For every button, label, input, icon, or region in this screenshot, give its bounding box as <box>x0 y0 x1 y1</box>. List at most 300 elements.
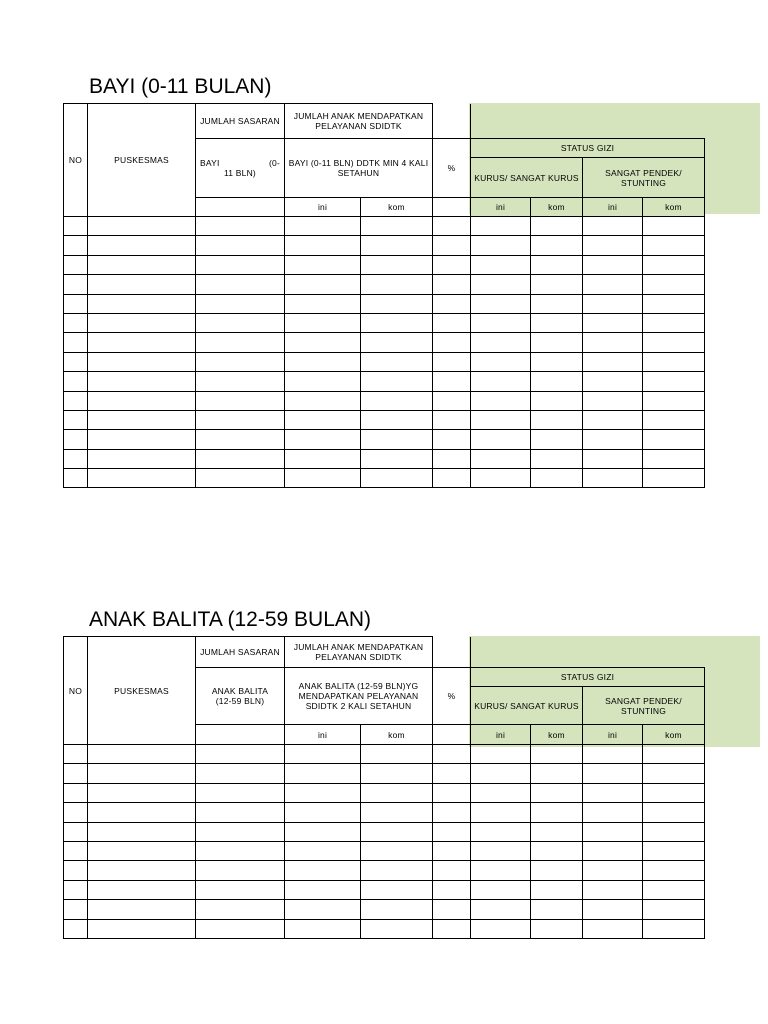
table-cell[interactable] <box>196 861 285 880</box>
table-cell[interactable] <box>433 449 471 468</box>
header-kom: kom <box>361 725 433 745</box>
table-cell[interactable] <box>88 313 196 332</box>
table-cell[interactable] <box>531 919 583 938</box>
table-cell[interactable] <box>361 745 433 764</box>
table-cell[interactable] <box>531 255 583 274</box>
header-jumlah-anak: JUMLAH ANAK MENDAPATKAN PELAYANAN SDIDTK <box>285 637 433 668</box>
table-cell[interactable] <box>643 372 705 391</box>
table-cell[interactable] <box>531 430 583 449</box>
table-cell[interactable] <box>285 880 361 899</box>
table-cell[interactable] <box>643 410 705 429</box>
table-cell[interactable] <box>531 372 583 391</box>
header-percent-blank <box>433 725 471 745</box>
table-cell[interactable] <box>196 294 285 313</box>
table-row <box>64 275 705 294</box>
table-cell[interactable] <box>471 236 531 255</box>
table-cell[interactable] <box>361 313 433 332</box>
table-cell[interactable] <box>471 449 531 468</box>
table-cell[interactable] <box>531 391 583 410</box>
header-no: NO <box>64 637 88 745</box>
table-cell[interactable] <box>285 313 361 332</box>
table-row <box>64 764 705 783</box>
table-row <box>64 822 705 841</box>
table-cell[interactable] <box>285 803 361 822</box>
table-cell[interactable] <box>196 391 285 410</box>
table-cell[interactable] <box>583 333 643 352</box>
table-cell[interactable] <box>88 217 196 236</box>
table-row <box>64 841 705 860</box>
data-table-bayi <box>63 103 705 488</box>
table-cell[interactable] <box>361 333 433 352</box>
table-cell[interactable] <box>88 236 196 255</box>
table-cell[interactable] <box>88 430 196 449</box>
table-cell[interactable] <box>361 919 433 938</box>
table-cell[interactable] <box>433 294 471 313</box>
table-cell[interactable] <box>64 861 88 880</box>
table-cell[interactable] <box>531 410 583 429</box>
table-cell[interactable] <box>471 469 531 488</box>
table-cell[interactable] <box>285 783 361 802</box>
table-cell[interactable] <box>471 352 531 371</box>
header-anak-sub: BAYI (0-11 BLN) DDTK MIN 4 KALI SETAHUN <box>285 139 433 198</box>
table-cell[interactable] <box>531 449 583 468</box>
table-cell[interactable] <box>643 275 705 294</box>
table-cell[interactable] <box>583 449 643 468</box>
table-cell[interactable] <box>64 745 88 764</box>
table-cell[interactable] <box>361 822 433 841</box>
table-cell[interactable] <box>471 822 531 841</box>
table-cell[interactable] <box>361 391 433 410</box>
table-cell[interactable] <box>471 333 531 352</box>
table-cell[interactable] <box>433 783 471 802</box>
table-cell[interactable] <box>285 919 361 938</box>
table-cell[interactable] <box>531 822 583 841</box>
table-cell[interactable] <box>64 900 88 919</box>
header-anak-sub: ANAK BALITA (12-59 BLN)YG MENDAPATKAN PELAYANAN SDIDTK 2 KALI SETAHUN <box>285 668 433 725</box>
table-cell[interactable] <box>643 841 705 860</box>
table-cell[interactable] <box>643 236 705 255</box>
table-cell[interactable] <box>583 745 643 764</box>
table-cell[interactable] <box>285 900 361 919</box>
sasaran-sub-b: (0- <box>269 158 280 168</box>
table-cell[interactable] <box>64 410 88 429</box>
header-status-gizi: STATUS GIZI <box>471 139 705 158</box>
table-cell[interactable] <box>583 430 643 449</box>
header-gizi-kom-1: kom <box>531 198 583 217</box>
table-row <box>64 430 705 449</box>
table-cell[interactable] <box>285 255 361 274</box>
table-cell[interactable] <box>643 861 705 880</box>
table-row <box>64 449 705 468</box>
table-cell[interactable] <box>196 841 285 860</box>
table-cell[interactable] <box>88 919 196 938</box>
table-cell[interactable] <box>196 333 285 352</box>
table-cell[interactable] <box>196 217 285 236</box>
table-cell[interactable] <box>196 469 285 488</box>
table-cell[interactable] <box>583 900 643 919</box>
table-cell[interactable] <box>88 880 196 899</box>
table-cell[interactable] <box>285 236 361 255</box>
table-cell[interactable] <box>433 919 471 938</box>
table-cell[interactable] <box>471 919 531 938</box>
table-cell[interactable] <box>471 861 531 880</box>
table-cell[interactable] <box>433 803 471 822</box>
table-cell[interactable] <box>88 861 196 880</box>
header-percent-blank <box>433 198 471 217</box>
table-cell[interactable] <box>285 841 361 860</box>
table-cell[interactable] <box>433 900 471 919</box>
table-cell[interactable] <box>285 430 361 449</box>
table-cell[interactable] <box>471 783 531 802</box>
header-no: NO <box>64 104 88 217</box>
table-cell[interactable] <box>361 275 433 294</box>
table-cell[interactable] <box>583 275 643 294</box>
sasaran-sub-c: 11 BLN) <box>224 168 256 178</box>
table-cell[interactable] <box>433 822 471 841</box>
table-cell[interactable] <box>64 313 88 332</box>
header-kurus: KURUS/ SANGAT KURUS <box>471 158 583 198</box>
table-cell[interactable] <box>64 783 88 802</box>
table-cell[interactable] <box>531 275 583 294</box>
sasaran-sub-c: (12-59 BLN) <box>215 696 265 706</box>
table-cell[interactable] <box>531 313 583 332</box>
table-cell[interactable] <box>196 275 285 294</box>
table-cell[interactable] <box>643 255 705 274</box>
table-cell[interactable] <box>196 764 285 783</box>
table-cell[interactable] <box>583 236 643 255</box>
table-cell[interactable] <box>531 764 583 783</box>
table-cell[interactable] <box>361 764 433 783</box>
header-percent: % <box>433 668 471 725</box>
table-cell[interactable] <box>64 255 88 274</box>
table-cell[interactable] <box>643 900 705 919</box>
table-cell[interactable] <box>196 255 285 274</box>
table-cell[interactable] <box>285 410 361 429</box>
table-cell[interactable] <box>583 880 643 899</box>
table-cell[interactable] <box>64 880 88 899</box>
table-cell[interactable] <box>583 822 643 841</box>
header-percent: % <box>433 139 471 198</box>
table-cell[interactable] <box>285 294 361 313</box>
table-cell[interactable] <box>433 236 471 255</box>
table-cell[interactable] <box>196 430 285 449</box>
table-cell[interactable] <box>196 449 285 468</box>
table-cell[interactable] <box>196 919 285 938</box>
header-green-blank <box>471 104 705 139</box>
header-gizi-ini-1: ini <box>471 198 531 217</box>
table-cell[interactable] <box>361 449 433 468</box>
header-puskesmas: PUSKESMAS <box>88 104 196 217</box>
table-cell[interactable] <box>643 449 705 468</box>
header-puskesmas: PUSKESMAS <box>88 637 196 745</box>
table-cell[interactable] <box>285 745 361 764</box>
table-cell[interactable] <box>196 822 285 841</box>
header-blank <box>433 104 471 139</box>
table-cell[interactable] <box>643 430 705 449</box>
table-cell[interactable] <box>361 352 433 371</box>
table-cell[interactable] <box>88 783 196 802</box>
table-cell[interactable] <box>285 333 361 352</box>
header-blank <box>433 637 471 668</box>
header-stunting: SANGAT PENDEK/ STUNTING <box>583 687 705 725</box>
table-cell[interactable] <box>433 255 471 274</box>
table-cell[interactable] <box>361 841 433 860</box>
table-cell[interactable] <box>531 745 583 764</box>
table-body <box>64 217 705 488</box>
table-cell[interactable] <box>531 469 583 488</box>
table-row <box>64 372 705 391</box>
table-cell[interactable] <box>285 861 361 880</box>
table-cell[interactable] <box>583 919 643 938</box>
table-cell[interactable] <box>433 745 471 764</box>
table-cell[interactable] <box>583 391 643 410</box>
table-cell[interactable] <box>361 783 433 802</box>
table-cell[interactable] <box>361 372 433 391</box>
table-cell[interactable] <box>285 469 361 488</box>
table-cell[interactable] <box>531 236 583 255</box>
table-cell[interactable] <box>64 372 88 391</box>
table-cell[interactable] <box>361 430 433 449</box>
table-cell[interactable] <box>643 745 705 764</box>
table-cell[interactable] <box>471 372 531 391</box>
table-cell[interactable] <box>88 352 196 371</box>
table-cell[interactable] <box>88 255 196 274</box>
table-row <box>64 783 705 802</box>
table-cell[interactable] <box>643 333 705 352</box>
table-cell[interactable] <box>583 255 643 274</box>
table-cell[interactable] <box>433 352 471 371</box>
table-cell[interactable] <box>531 900 583 919</box>
table-cell[interactable] <box>471 841 531 860</box>
table-cell[interactable] <box>471 880 531 899</box>
table-cell[interactable] <box>433 391 471 410</box>
table-cell[interactable] <box>583 861 643 880</box>
table-cell[interactable] <box>531 217 583 236</box>
header-sasaran-sub <box>196 668 285 725</box>
table-cell[interactable] <box>64 469 88 488</box>
table-cell[interactable] <box>88 294 196 313</box>
table-cell[interactable] <box>196 313 285 332</box>
table-cell[interactable] <box>361 469 433 488</box>
table-cell[interactable] <box>88 469 196 488</box>
header-sasaran-blank <box>196 725 285 745</box>
table-cell[interactable] <box>471 900 531 919</box>
table-row <box>64 236 705 255</box>
table-cell[interactable] <box>471 430 531 449</box>
table-cell[interactable] <box>196 783 285 802</box>
table-cell[interactable] <box>88 900 196 919</box>
table-cell[interactable] <box>583 410 643 429</box>
table-cell[interactable] <box>64 275 88 294</box>
table-cell[interactable] <box>64 430 88 449</box>
table-cell[interactable] <box>196 352 285 371</box>
table-row <box>64 900 705 919</box>
table-cell[interactable] <box>64 236 88 255</box>
table-cell[interactable] <box>64 449 88 468</box>
table-row <box>64 255 705 274</box>
header-ini: ini <box>285 198 361 217</box>
table-cell[interactable] <box>531 841 583 860</box>
table-cell[interactable] <box>285 352 361 371</box>
table-cell[interactable] <box>88 391 196 410</box>
table-cell[interactable] <box>433 764 471 783</box>
table-cell[interactable] <box>433 217 471 236</box>
table-cell[interactable] <box>643 783 705 802</box>
table-cell[interactable] <box>531 803 583 822</box>
table-cell[interactable] <box>285 391 361 410</box>
table-cell[interactable] <box>531 783 583 802</box>
table-cell[interactable] <box>643 919 705 938</box>
table-cell[interactable] <box>583 294 643 313</box>
header-sasaran-blank <box>196 198 285 217</box>
table-cell[interactable] <box>88 449 196 468</box>
table-cell[interactable] <box>471 391 531 410</box>
table-cell[interactable] <box>64 217 88 236</box>
header-jumlah-sasaran: JUMLAH SASARAN <box>196 104 285 139</box>
table-cell[interactable] <box>64 919 88 938</box>
table-cell[interactable] <box>196 880 285 899</box>
table-cell[interactable] <box>643 880 705 899</box>
table-cell[interactable] <box>471 275 531 294</box>
table-cell[interactable] <box>433 861 471 880</box>
table-cell[interactable] <box>531 352 583 371</box>
table-cell[interactable] <box>361 217 433 236</box>
table-cell[interactable] <box>196 372 285 391</box>
table-cell[interactable] <box>471 255 531 274</box>
sasaran-sub-a: BAYI <box>200 158 220 168</box>
table-cell[interactable] <box>361 861 433 880</box>
table-cell[interactable] <box>88 745 196 764</box>
table-cell[interactable] <box>583 313 643 332</box>
table-cell[interactable] <box>433 275 471 294</box>
table-cell[interactable] <box>643 822 705 841</box>
table-cell[interactable] <box>196 900 285 919</box>
table-cell[interactable] <box>471 803 531 822</box>
table-cell[interactable] <box>471 745 531 764</box>
header-kurus: KURUS/ SANGAT KURUS <box>471 687 583 725</box>
table-cell[interactable] <box>196 803 285 822</box>
header-jumlah-anak: JUMLAH ANAK MENDAPATKAN PELAYANAN SDIDTK <box>285 104 433 139</box>
data-table-balita <box>63 636 705 939</box>
table-row <box>64 469 705 488</box>
table-cell[interactable] <box>643 313 705 332</box>
table-cell[interactable] <box>361 803 433 822</box>
table-cell[interactable] <box>196 745 285 764</box>
table-cell[interactable] <box>64 764 88 783</box>
table-cell[interactable] <box>643 217 705 236</box>
table-cell[interactable] <box>88 372 196 391</box>
table-cell[interactable] <box>433 841 471 860</box>
table-cell[interactable] <box>88 803 196 822</box>
table-cell[interactable] <box>583 372 643 391</box>
table-cell[interactable] <box>643 469 705 488</box>
table-cell[interactable] <box>583 217 643 236</box>
section-title: BAYI (0-11 BULAN) <box>89 75 272 98</box>
table-row <box>64 880 705 899</box>
header-gizi-ini-2: ini <box>583 725 643 745</box>
table-cell[interactable] <box>361 880 433 899</box>
table-cell[interactable] <box>531 861 583 880</box>
table-cell[interactable] <box>433 372 471 391</box>
table-cell[interactable] <box>471 217 531 236</box>
table-cell[interactable] <box>88 410 196 429</box>
table-cell[interactable] <box>531 294 583 313</box>
table-cell[interactable] <box>285 764 361 783</box>
table-cell[interactable] <box>88 841 196 860</box>
table-cell[interactable] <box>64 294 88 313</box>
table-cell[interactable] <box>361 410 433 429</box>
table-cell[interactable] <box>285 217 361 236</box>
table-cell[interactable] <box>433 880 471 899</box>
section-title: ANAK BALITA (12-59 BULAN) <box>89 608 372 631</box>
table-cell[interactable] <box>583 841 643 860</box>
table-cell[interactable] <box>643 352 705 371</box>
header-gizi-kom-2: kom <box>643 725 705 745</box>
table-row <box>64 745 705 764</box>
table-cell[interactable] <box>433 410 471 429</box>
table-cell[interactable] <box>471 313 531 332</box>
table-cell[interactable] <box>433 333 471 352</box>
table-cell[interactable] <box>196 236 285 255</box>
header-kom: kom <box>361 198 433 217</box>
table-cell[interactable] <box>583 783 643 802</box>
table-row <box>64 352 705 371</box>
header-gizi-ini-2: ini <box>583 198 643 217</box>
table-row <box>64 861 705 880</box>
table-cell[interactable] <box>64 822 88 841</box>
table-cell[interactable] <box>361 900 433 919</box>
table-cell[interactable] <box>196 410 285 429</box>
table-cell[interactable] <box>88 764 196 783</box>
table-cell[interactable] <box>88 822 196 841</box>
table-cell[interactable] <box>433 430 471 449</box>
table-cell[interactable] <box>361 236 433 255</box>
table-cell[interactable] <box>361 255 433 274</box>
table-cell[interactable] <box>361 294 433 313</box>
table-cell[interactable] <box>471 294 531 313</box>
table-cell[interactable] <box>583 352 643 371</box>
table-cell[interactable] <box>433 313 471 332</box>
table-cell[interactable] <box>64 841 88 860</box>
table-cell[interactable] <box>643 391 705 410</box>
table-cell[interactable] <box>471 764 531 783</box>
table-cell[interactable] <box>643 294 705 313</box>
table-cell[interactable] <box>433 469 471 488</box>
table-cell[interactable] <box>583 469 643 488</box>
header-green-blank <box>471 637 705 668</box>
table-cell[interactable] <box>285 275 361 294</box>
table-cell[interactable] <box>471 410 531 429</box>
table-cell[interactable] <box>64 333 88 352</box>
table-cell[interactable] <box>531 333 583 352</box>
header-ini: ini <box>285 725 361 745</box>
table-cell[interactable] <box>88 333 196 352</box>
table-cell[interactable] <box>583 803 643 822</box>
table-cell[interactable] <box>88 275 196 294</box>
table-row <box>64 803 705 822</box>
table-cell[interactable] <box>64 803 88 822</box>
table-cell[interactable] <box>531 880 583 899</box>
table-row <box>64 333 705 352</box>
table-cell[interactable] <box>643 764 705 783</box>
table-cell[interactable] <box>64 391 88 410</box>
table-cell[interactable] <box>285 822 361 841</box>
table-cell[interactable] <box>643 803 705 822</box>
table-cell[interactable] <box>583 764 643 783</box>
table-cell[interactable] <box>285 372 361 391</box>
table-cell[interactable] <box>64 352 88 371</box>
table-cell[interactable] <box>285 449 361 468</box>
